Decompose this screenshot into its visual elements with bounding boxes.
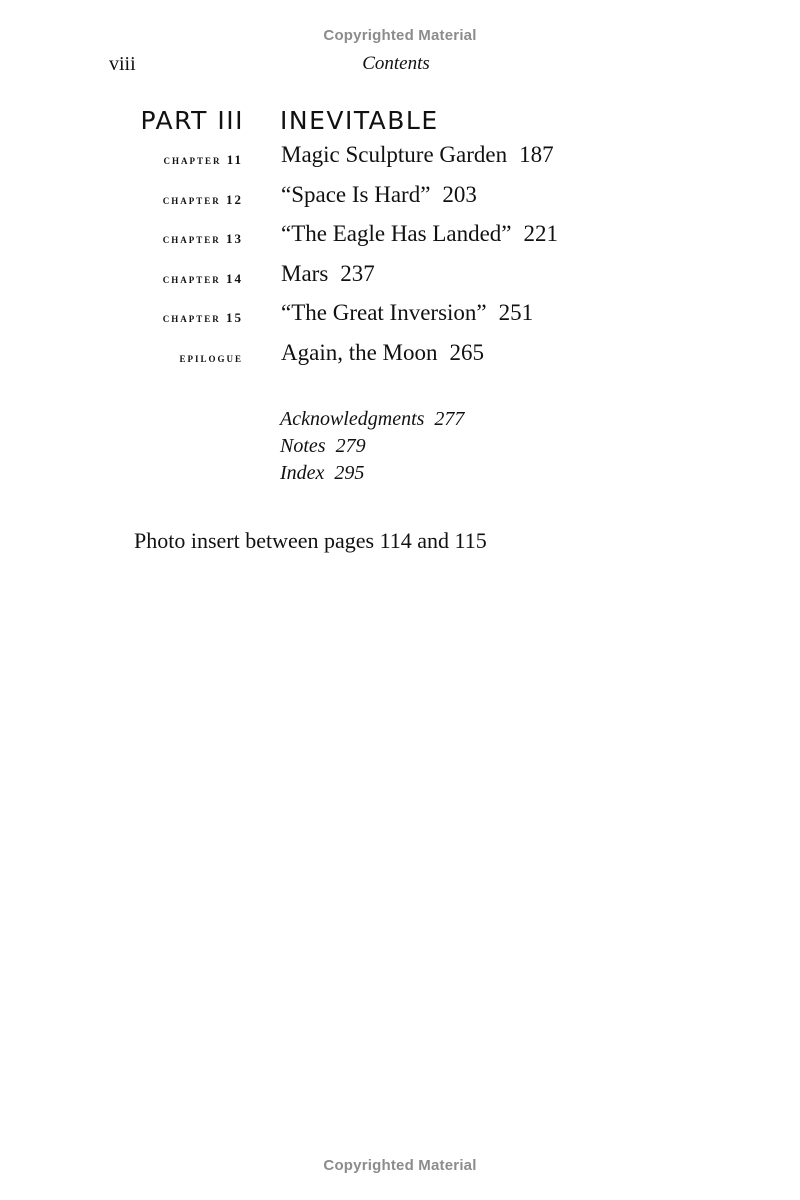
toc-entry-label: chapter 14 xyxy=(162,270,243,286)
back-matter-title: Index xyxy=(280,462,325,484)
toc-entry-epilogue xyxy=(0,338,800,378)
table-of-contents xyxy=(0,140,800,378)
toc-entry-page: 187 xyxy=(519,142,554,167)
part-heading xyxy=(0,106,800,140)
part-title: INEVITABLE xyxy=(280,106,439,135)
toc-entry-chapter-11 xyxy=(0,140,800,180)
toc-entry-page: 237 xyxy=(340,260,375,286)
toc-entry-chapter-14 xyxy=(0,259,800,299)
toc-entry-label: chapter 12 xyxy=(162,191,243,207)
toc-entry-chapter-15 xyxy=(0,298,800,338)
toc-entry-title: “The Great Inversion” xyxy=(281,300,487,326)
copyright-watermark-top: Copyrighted Material xyxy=(323,27,477,44)
toc-entry-label: chapter 15 xyxy=(162,310,243,326)
photo-insert-note: Photo insert between pages 114 and 115 xyxy=(134,528,487,553)
back-matter-page: 279 xyxy=(335,435,366,457)
toc-entry-page: 251 xyxy=(498,300,534,326)
back-matter-index xyxy=(280,462,464,489)
page-number: viii xyxy=(109,53,136,75)
back-matter-list xyxy=(280,408,464,489)
toc-entry-label: epilogue xyxy=(179,349,243,365)
toc-entry-title: Mars xyxy=(281,260,329,286)
toc-entry-label: chapter 13 xyxy=(162,231,243,247)
toc-entry-chapter-12 xyxy=(0,180,800,220)
back-matter-page: 277 xyxy=(434,408,465,430)
running-head: Contents xyxy=(362,53,430,74)
toc-entry-title: “The Eagle Has Landed” xyxy=(281,221,512,247)
toc-entry-page: 203 xyxy=(442,181,477,207)
toc-entry-title: Magic Sculpture Garden xyxy=(281,142,508,167)
back-matter-acknowledgments xyxy=(280,408,464,435)
back-matter-title: Notes xyxy=(280,435,326,457)
toc-entry-title: Again, the Moon xyxy=(281,339,438,365)
back-matter-title: Acknowledgments xyxy=(280,408,425,430)
toc-entry-page: 221 xyxy=(523,221,559,247)
toc-entry-chapter-13 xyxy=(0,219,800,259)
copyright-watermark-bottom: Copyrighted Material xyxy=(323,1157,477,1174)
toc-entry-title: “Space Is Hard” xyxy=(281,181,431,207)
toc-entry-label: chapter 11 xyxy=(163,152,243,167)
back-matter-notes xyxy=(280,435,464,462)
back-matter-page: 295 xyxy=(334,462,365,484)
toc-entry-page: 265 xyxy=(449,339,485,365)
part-label: PART III xyxy=(140,106,244,135)
